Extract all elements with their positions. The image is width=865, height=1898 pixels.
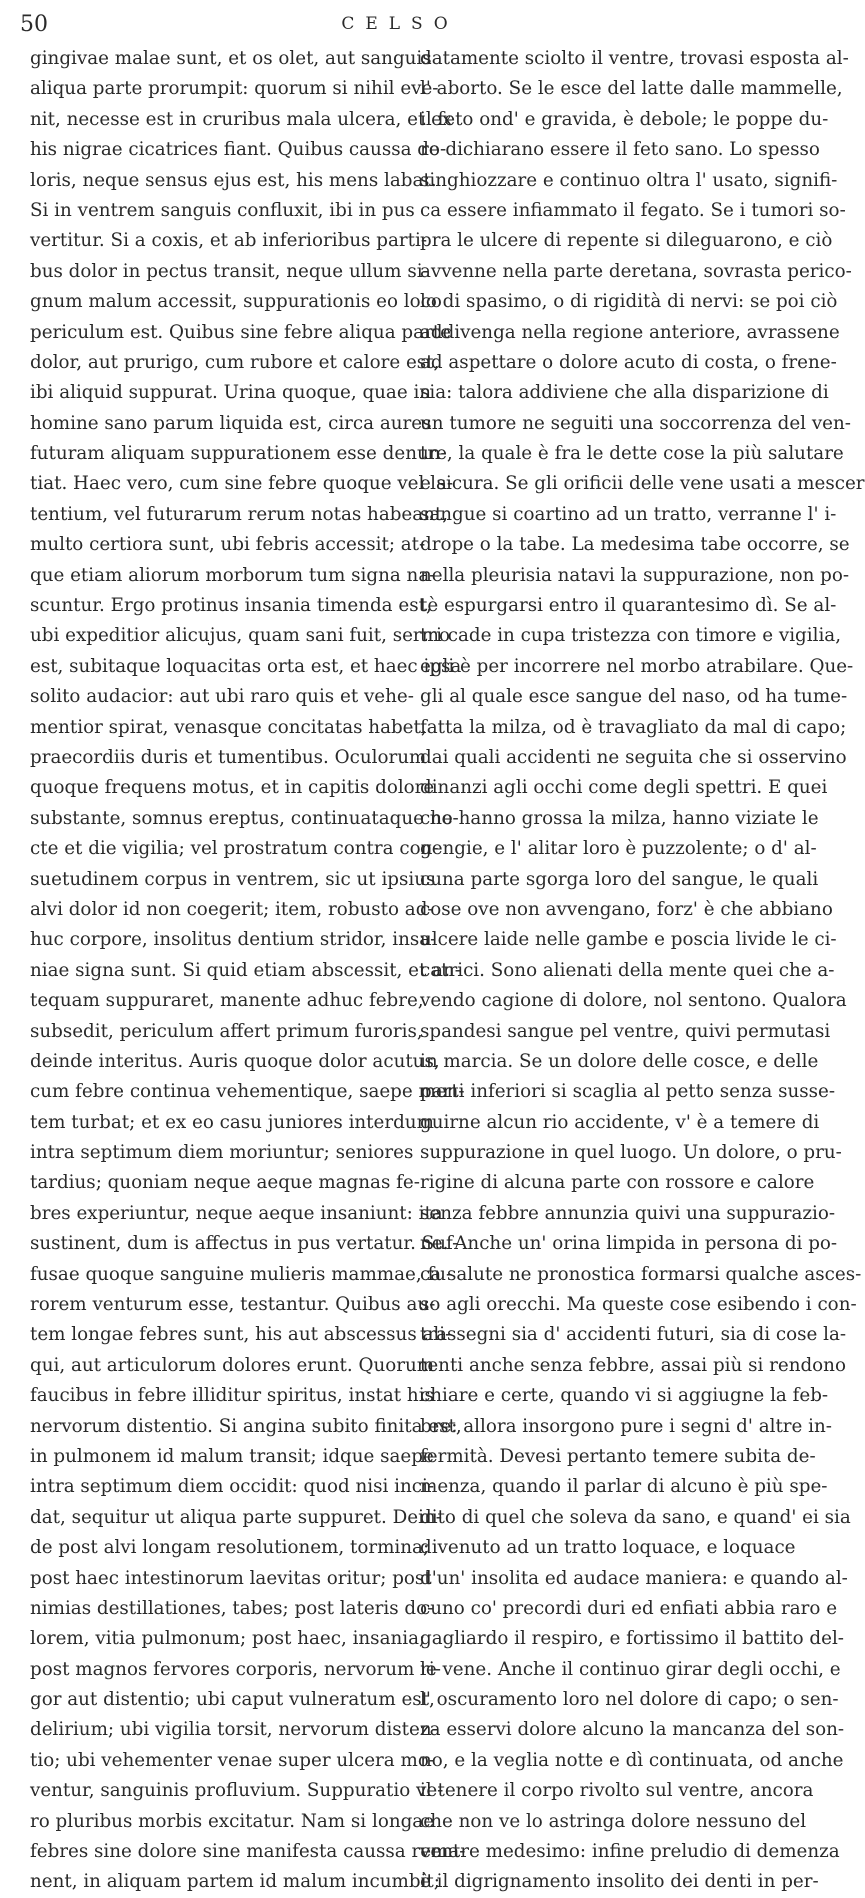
text-line: lo di spasimo, o di rigidità di nervi: se poi ciò — [420, 291, 838, 313]
text-line: ca salute ne pronostica formarsi qualche asces- — [420, 1263, 862, 1285]
text-line: loris, neque sensus ejus est, his mens labat. — [30, 169, 437, 191]
text-line: nent, in aliquam partem id malum incumbit; — [30, 1871, 440, 1893]
text-line: nervorum distentio. Si angina subito finita est, — [30, 1415, 462, 1437]
text-line: rorem venturum esse, testantur. Quibus au- — [30, 1294, 436, 1316]
text-line: senza febbre annunzia quivi una suppurazio- — [420, 1202, 836, 1224]
text-line: l' oscuramento loro nel dolore di capo; o sen- — [420, 1689, 839, 1711]
text-line: ulcere laide nelle gambe e poscia livide le ci- — [420, 929, 837, 951]
text-line: nella pleurisia natavi la suppurazione, non po- — [420, 564, 850, 586]
text-line: nimias destillationes, tabes; post lateris do- — [30, 1597, 434, 1619]
text-line: za esservi dolore alcuno la mancanza del son- — [420, 1719, 845, 1741]
text-line: bre: allora insorgono pure i segni d' altre in- — [420, 1415, 832, 1437]
text-line: tentium, vel futurarum rerum notas habeant, — [30, 503, 449, 525]
text-line: niae signa sunt. Si quid etiam abscessit, et an- — [30, 959, 461, 981]
text-line: tri cade in cupa tristezza con timore e vigilia, — [420, 625, 842, 647]
text-line: homine sano parum liquida est, circa aures — [30, 412, 432, 434]
text-line: gagliardo il respiro, e fortissimo il battito del- — [420, 1628, 844, 1650]
text-line: tiat. Haec vero, cum sine febre quoque vel la- — [30, 473, 454, 495]
text-line: gli al quale esce sangue del naso, od ha tume- — [420, 686, 848, 708]
text-line: cuna parte sgorga loro del sangue, le quali — [420, 868, 819, 890]
text-line: fermità. Devesi pertanto temere subita de- — [420, 1445, 816, 1467]
text-line: il tenere il corpo rivolto sul ventre, ancora — [420, 1780, 814, 1802]
text-line: huc corpore, insolitus dentium stridor, insa- — [30, 929, 437, 951]
text-line: ad aspettare o dolore acuto di costa, o frene- — [420, 351, 837, 373]
text-line: febres sine dolore sine manifesta caussa rema- — [30, 1841, 466, 1863]
text-line: ventre medesimo: infine preludio di demenza — [420, 1841, 840, 1863]
text-line: drope o la tabe. La medesima tabe occorre, se — [420, 534, 850, 556]
text-line: in marcia. Se un dolore delle cosce, e delle — [420, 1050, 819, 1072]
text-line: que etiam aliorum morborum tum signa na- — [30, 564, 436, 586]
text-line: his nigrae cicatrices fiant. Quibus caussa do- — [30, 139, 447, 161]
text-line: lorem, vitia pulmonum; post haec, insania; — [30, 1628, 426, 1650]
text-line: ro pluribus morbis excitatur. Nam si longae — [30, 1810, 435, 1832]
text-line: dolor, aut prurigo, cum rubore et calore est, — [30, 351, 440, 373]
text-line: tem longae febres sunt, his aut abscessus ali- — [30, 1324, 452, 1346]
text-line: cuno co' precordi duri ed enfiati abbia raro e — [420, 1597, 838, 1619]
text-line: dito di quel che soleva da sano, e quand' ei sia — [420, 1506, 851, 1528]
text-line: ubi expeditior alicujus, quam sani fuit, sermo — [30, 625, 451, 647]
text-line: praecordiis duris et tumentibus. Oculorum — [30, 746, 427, 768]
latin-text-column — [30, 44, 466, 1898]
text-line: dat, sequitur ut aliqua parte suppuret. Dein- — [30, 1506, 442, 1528]
text-line: parti inferiori si scaglia al petto senza susse- — [420, 1081, 836, 1103]
text-line: tequam suppuraret, manente adhuc febre, — [30, 990, 424, 1012]
text-line: tè espurgarsi entro il quarantesimo dì. Se al- — [420, 595, 837, 617]
text-line: tre, la quale è fra le dette cose la più salutare — [420, 443, 844, 465]
text-line: chiare e certe, quando vi si aggiugne la feb- — [420, 1385, 829, 1407]
text-line: fusae quoque sanguine mulieris mammae, fu- — [30, 1263, 453, 1285]
text-line: cose ove non avvengano, forz' è che abbiano — [420, 898, 833, 920]
text-line: che hanno grossa la milza, hanno viziate le — [420, 807, 819, 829]
text-line: Si in ventrem sanguis confluxit, ibi in pus — [30, 199, 415, 221]
text-line: cte et die vigilia; vel prostratum contra con- — [30, 838, 439, 860]
text-line: ne. Anche un' orina limpida in persona di po- — [420, 1233, 838, 1255]
text-line: post magnos fervores corporis, nervorum ri- — [30, 1658, 441, 1680]
text-line: vendo cagione di dolore, nol sentono. Qualora — [420, 990, 847, 1012]
text-line: substante, somnus ereptus, continuataque no- — [30, 807, 459, 829]
text-line: gnum malum accessit, suppurationis eo loco — [30, 291, 442, 313]
text-line: gengie, e l' alitar loro è puzzolente; o d' al- — [420, 838, 817, 860]
text-line: spandesi sangue pel ventre, quivi permutasi — [420, 1020, 831, 1042]
text-line: sangue si coartino ad un tratto, verranne l' i- — [420, 503, 837, 525]
text-line: gingivae malae sunt, et os olet, aut sanguis — [30, 48, 432, 69]
text-line: divenuto ad un tratto loquace, e loquace — [420, 1537, 796, 1559]
text-line: vertitur. Si a coxis, et ab inferioribus parti- — [30, 230, 428, 252]
text-line: quoque frequens motus, et in capitis dolore — [30, 777, 435, 799]
text-line: intra septimum diem moriuntur; seniores — [30, 1142, 414, 1164]
text-line: che non ve lo astringa dolore nessuno del — [420, 1810, 807, 1832]
text-line: futuram aliquam suppurationem esse denun- — [30, 443, 447, 465]
text-line: sustinent, dum is affectus in pus vertatur. Suf- — [30, 1233, 459, 1255]
text-line: dai quali accidenti ne seguita che si osservino — [420, 746, 847, 768]
text-line: egli è per incorrere nel morbo atrabilare. Que- — [420, 655, 854, 677]
page-number: 50 — [20, 12, 48, 37]
text-line: d'un' insolita ed audace maniera: e quando al- — [420, 1567, 848, 1589]
text-line: suppurazione in quel luogo. Un dolore, o pru- — [420, 1142, 842, 1164]
text-line: in pulmonem id malum transit; idque saepe — [30, 1445, 434, 1467]
text-line: cum febre continua vehementique, saepe men- — [30, 1081, 465, 1103]
text-line: trassegni sia d' accidenti futuri, sia di cose la- — [420, 1324, 847, 1346]
text-line: scuntur. Ergo protinus insania timenda est, — [30, 595, 432, 617]
text-line: l' aborto. Se le esce del latte dalle mammelle, — [420, 78, 843, 100]
text-line: gor aut distentio; ubi caput vulneratum est, — [30, 1689, 435, 1711]
text-line: tem turbat; et ex eo casu juniores interdum — [30, 1111, 434, 1133]
text-line: no, e la veglia notte e dì continuata, od anche — [420, 1749, 844, 1771]
text-line: aliqua parte prorumpit: quorum si nihil eve- — [30, 78, 439, 100]
text-line: solito audacior: aut ubi raro quis et vehe- — [30, 686, 414, 708]
text-line: guirne alcun rio accidente, v' è a temere di — [420, 1111, 820, 1133]
text-line: datamente sciolto il ventre, trovasi esposta al- — [420, 48, 849, 69]
text-line: suetudinem corpus in ventrem, sic ut ipsius — [30, 868, 436, 890]
text-line: tenti anche senza febbre, assai più si rendono — [420, 1354, 846, 1376]
text-line: bres experiuntur, neque aeque insaniunt: ita — [30, 1202, 443, 1224]
page-header — [0, 8, 800, 38]
text-line: dinanzi agli occhi come degli spettri. E quei — [420, 777, 828, 799]
text-line: qui, aut articulorum dolores erunt. Quorum — [30, 1354, 435, 1376]
text-line: est, subitaque loquacitas orta est, et haec ipsa — [30, 655, 462, 677]
text-line: pra le ulcere di repente si dileguarono, e ciò — [420, 230, 833, 252]
text-line: tardius; quoniam neque aeque magnas fe- — [30, 1172, 420, 1194]
text-line: e sicura. Se gli orificii delle vene usati a mescer — [420, 473, 865, 495]
text-line: ventur, sanguinis profluvium. Suppuratio ve- — [30, 1780, 444, 1802]
text-line: so agli orecchi. Ma queste cose esibendo i con- — [420, 1294, 857, 1316]
text-line: tio; ubi vehementer venae super ulcera mo- — [30, 1749, 436, 1771]
text-line: faucibus in febre illiditur spiritus, instat his — [30, 1385, 434, 1407]
text-line: le vene. Anche il continuo girar degli occhi, e — [420, 1658, 841, 1680]
italian-text-column — [420, 44, 865, 1898]
text-line: bus dolor in pectus transit, neque ullum si- — [30, 260, 429, 282]
text-line: multo certiora sunt, ubi febris accessit; at- — [30, 534, 426, 556]
text-line: periculum est. Quibus sine febre aliqua parte — [30, 321, 451, 343]
running-head: CELSO — [341, 14, 459, 34]
text-line: post haec intestinorum laevitas oritur; post — [30, 1567, 432, 1589]
text-line: il feto ond' e gravida, è debole; le poppe du- — [420, 108, 829, 130]
text-line: deinde interitus. Auris quoque dolor acutus, — [30, 1050, 440, 1072]
text-line: menza, quando il parlar di alcuno è più spe- — [420, 1476, 828, 1498]
text-line: avvenne nella parte deretana, sovrasta perico- — [420, 260, 852, 282]
text-line: subsedit, periculum affert primum furoris, — [30, 1020, 423, 1042]
text-line: fatta la milza, od è travagliato da mal di capo; — [420, 716, 847, 738]
text-line: sia: talora addiviene che alla disparizione di — [420, 382, 829, 404]
text-line: catrici. Sono alienati della mente quei che a- — [420, 959, 835, 981]
text-line: intra septimum diem occidit: quod nisi inci- — [30, 1476, 435, 1498]
text-line: delirium; ubi vigilia torsit, nervorum disten- — [30, 1719, 438, 1741]
text-line: re dichiarano essere il feto sano. Lo spesso — [420, 139, 820, 161]
text-line: ibi aliquid suppurat. Urina quoque, quae in — [30, 382, 432, 404]
text-line: addivenga nella regione anteriore, avrassene — [420, 321, 840, 343]
text-line: un tumore ne seguiti una soccorrenza del ven- — [420, 412, 851, 434]
text-line: singhiozzare e continuo oltra l' usato, signifi- — [420, 169, 838, 191]
text-line: ca essere infiammato il fegato. Se i tumori so- — [420, 199, 846, 221]
text-line: è il digrignamento insolito dei denti in per- — [420, 1871, 819, 1893]
text-line: mentior spirat, venasque concitatas habet, — [30, 716, 427, 738]
text-line: de post alvi longam resolutionem, tormina; — [30, 1537, 430, 1559]
text-line: alvi dolor id non coegerit; item, robusto ad- — [30, 898, 434, 920]
text-line: rigine di alcuna parte con rossore e calore — [420, 1172, 815, 1194]
text-line: nit, necesse est in cruribus mala ulcera, et ex — [30, 108, 453, 130]
